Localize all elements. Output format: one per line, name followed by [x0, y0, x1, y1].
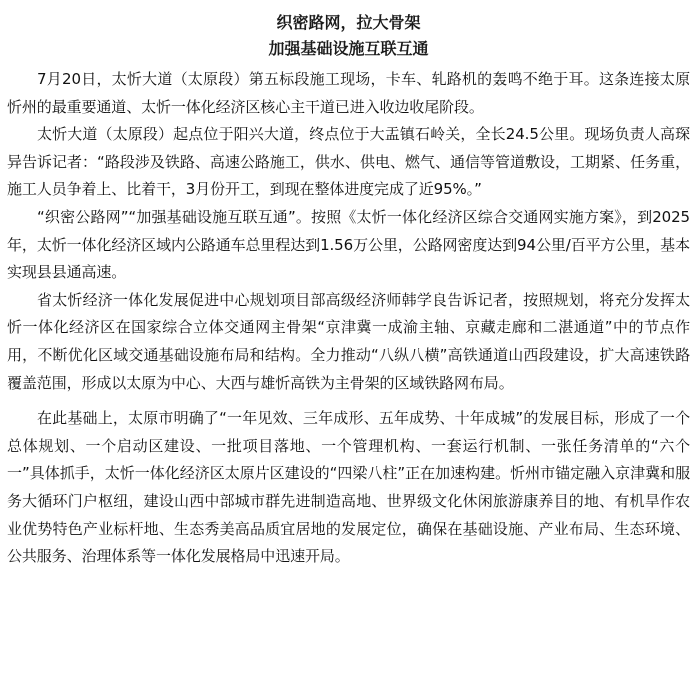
paragraph-2: 太忻大道（太原段）起点位于阳兴大道，终点位于大盂镇石岭关，全长24.5公里。现场负责人高琛异告诉记者：“路段涉及铁路、高速公路施工，供水、供电、燃气、通信等管道敷设，工期紧、任务重，施工人员争着上、比着干，3月份开工，到现在整体进度完成了近95%。”: [7, 125, 690, 199]
paragraph-5: 在此基础上，太原市明确了“一年见效、三年成形、五年成势、十年成城”的发展目标，形成了一个总体规划、一个启动区建设、一批项目落地、一个管理机构、一套运行机制、一张任务清单的“六个一”具体抓手，太忻一体化经济区太原片区建设的“四梁八柱”正在加速构建。忻州市锚定融入京津冀和服务大循环门户枢纽，建设山西中部城市群先进制造高地、世界级文化休闲旅游康养目的地、有机旱作农业优势特色产业标杆地、生态秀美高品质宜居地的发展定位，确保在基础设施、产业布局、生态环境、公共服务、治理体系等一体化发展格局中迅速开局。: [7, 409, 690, 566]
paragraph-1: 7月20日，太忻大道（太原段）第五标段施工现场，卡车、轧路机的轰鸣不绝于耳。这条连接太原忻州的最重要通道、太忻一体化经济区核心主干道已进入收边收尾阶段。: [7, 70, 690, 116]
article-subtitle: 加强基础设施互联互通: [268, 39, 429, 58]
paragraph-4: 省太忻经济一体化发展促进中心规划项目部高级经济师韩学良告诉记者，按照规划，将充分发挥太忻一体化经济区在国家综合立体交通网主骨架“京津冀一成渝主轴、京藏走廊和二湛通道”中的节点作用，不断优化区域交通基础设施布局和结构。全力推动“八纵八横”高铁通道山西段建设，扩大高速铁路覆盖范围，形成以太原为中心、大西与雄忻高铁为主骨架的区域铁路网布局。: [7, 290, 690, 392]
paragraph-3: “织密公路网”“加强基础设施互联互通”。按照《太忻一体化经济区综合交通网实施方案》，到2025年，太忻一体化经济区域内公路通车总里程达到1.56万公里，公路网密度达到94公里/百平方公里，基本实现县县通高速。: [7, 207, 690, 282]
article-title: 织密路网，拉大骨架: [276, 13, 421, 32]
